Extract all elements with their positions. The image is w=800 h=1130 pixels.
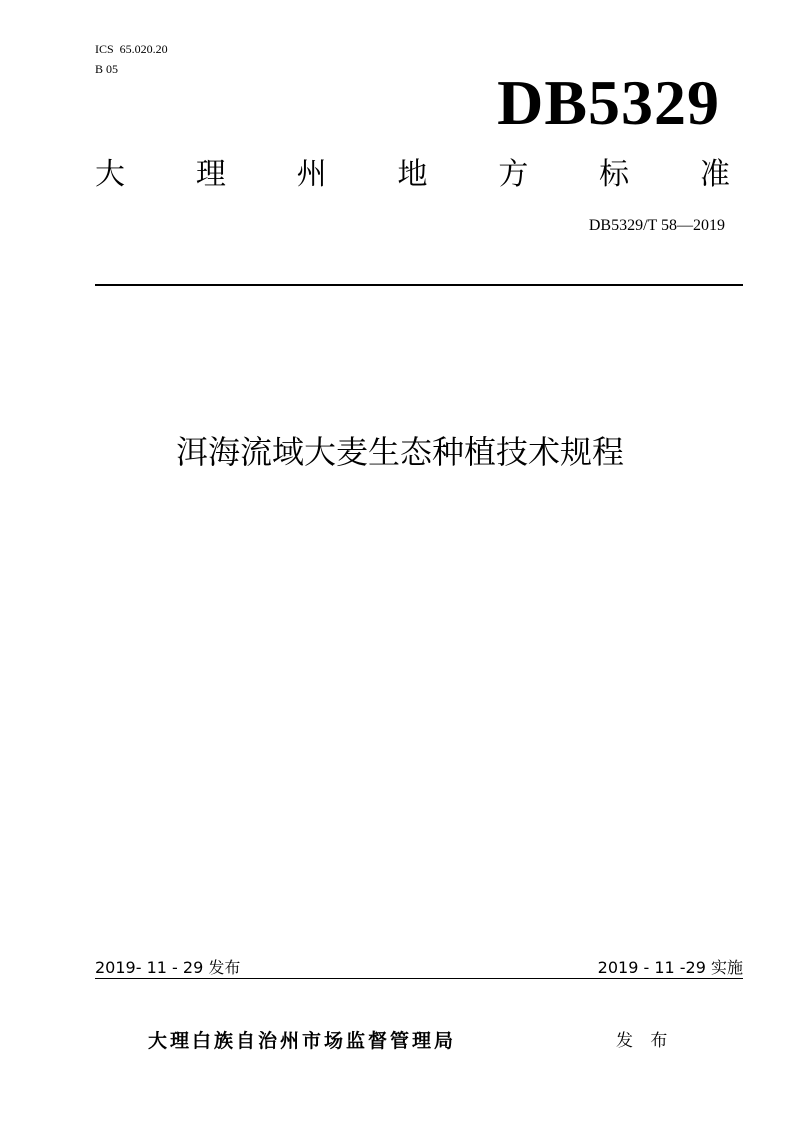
standard-type-char: 方 [498, 157, 529, 192]
classification-code: B 05 [95, 62, 119, 76]
issuing-authority: 大理白族自治州市场监督管理局 [148, 1030, 457, 1052]
standard-type-char: 理 [195, 157, 226, 192]
document-title: 洱海流域大麦生态种植技术规程 [175, 433, 624, 471]
footer-divider [95, 978, 743, 979]
standard-type-char: 地 [397, 157, 428, 192]
ics-code: ICS 65.020.20 [95, 42, 168, 56]
implement-date: 2019 - 11 -29 实施 [597, 958, 743, 977]
publish-date: 2019- 11 - 29 发布 [95, 958, 241, 977]
issued-label: 发 布 [616, 1031, 674, 1051]
standard-type-char: 大 [95, 157, 125, 192]
standard-type-char: 州 [296, 157, 327, 192]
standard-type-char: 标 [599, 157, 630, 192]
header-divider [95, 284, 743, 286]
standard-type-char: 准 [699, 157, 730, 192]
standard-number: DB5329/T 58—2019 [588, 217, 725, 234]
standard-code: DB5329 [497, 67, 720, 138]
standard-type [95, 155, 730, 195]
